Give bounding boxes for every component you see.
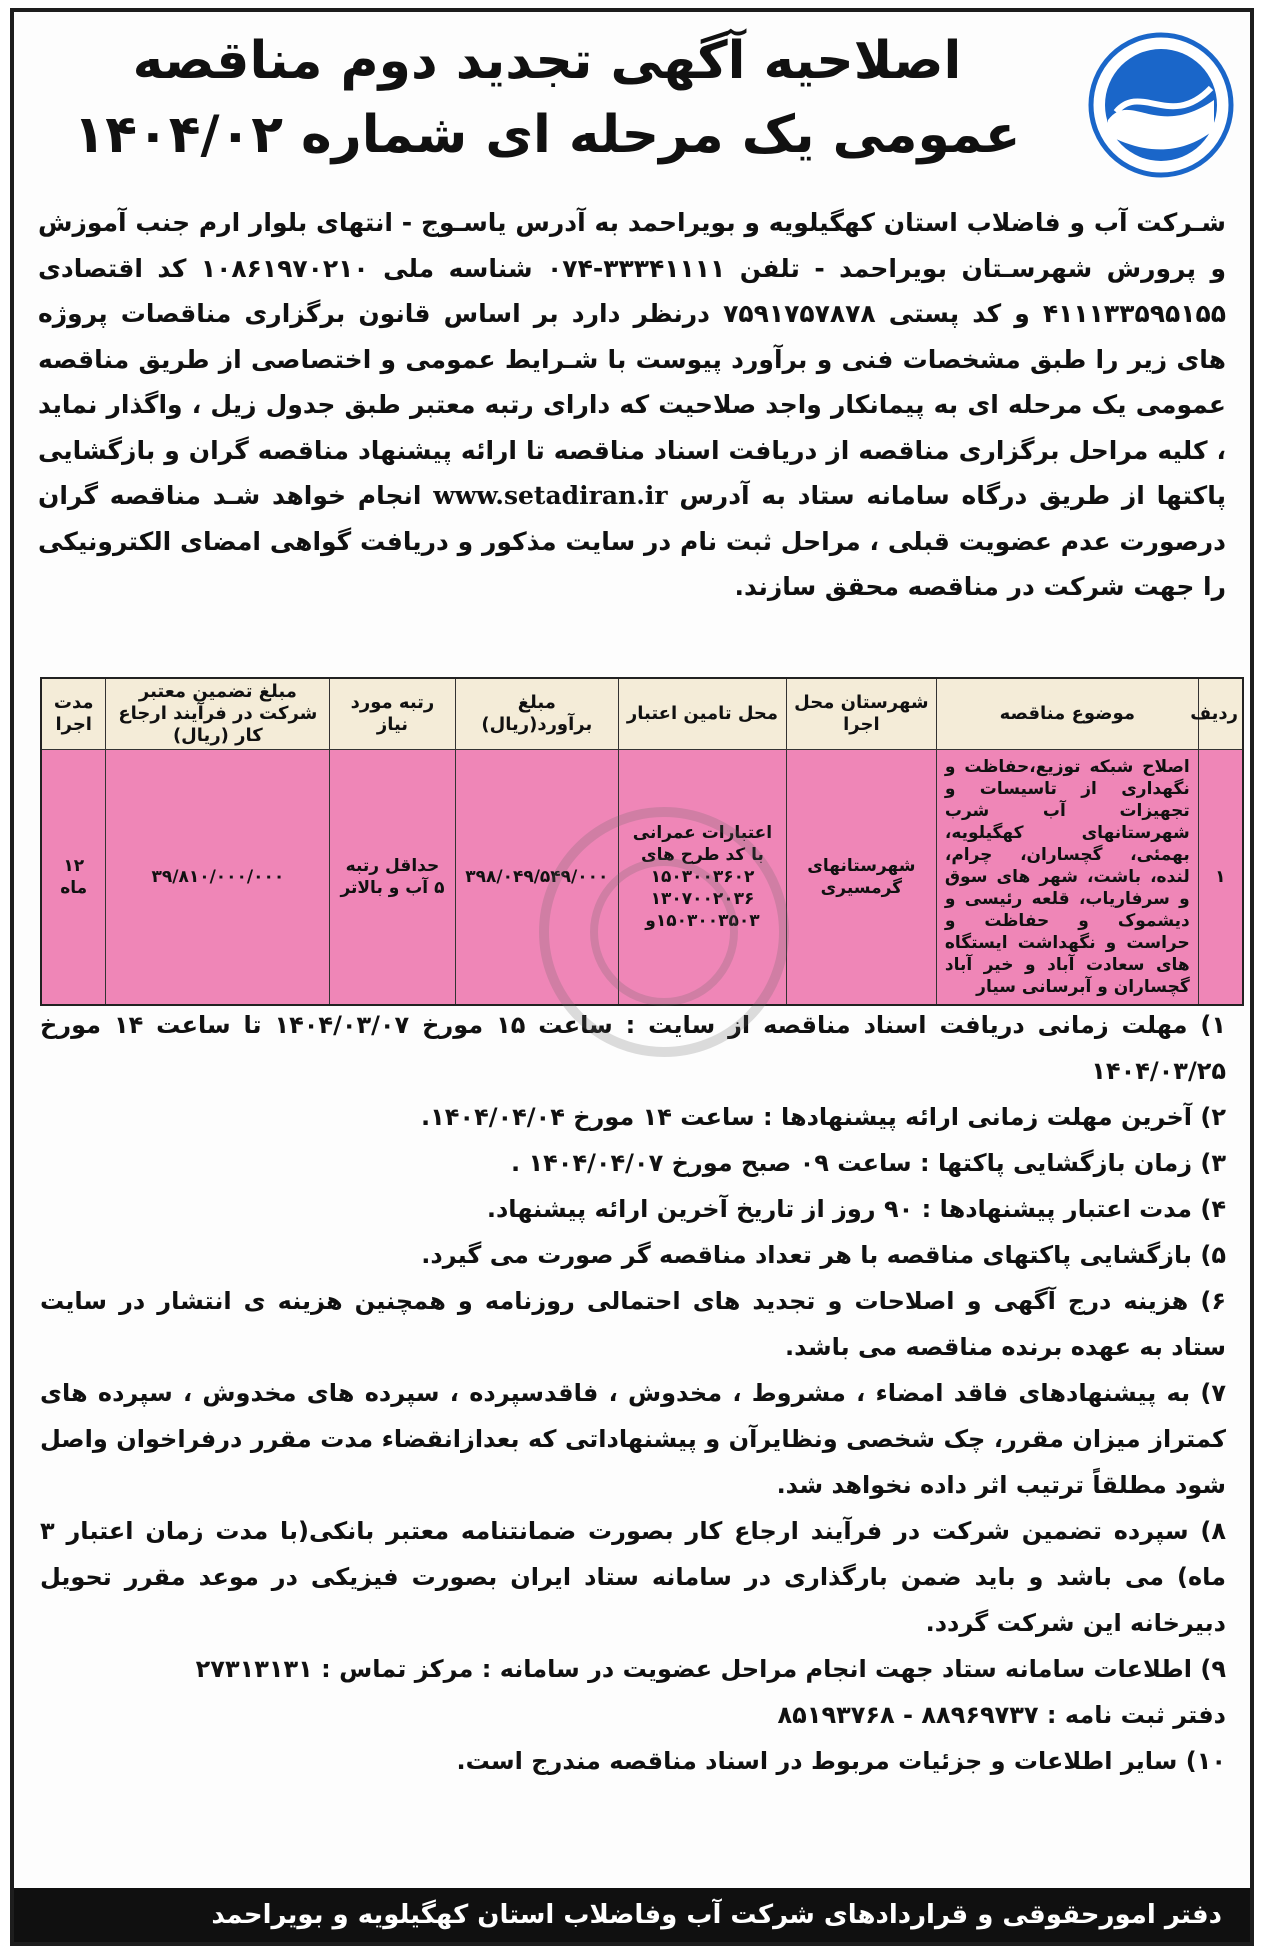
list-item: ۱۰) سایر اطلاعات و جزئیات مربوط در اسناد مناقصه مندرج است.: [456, 1747, 1226, 1775]
water-drop-logo-icon: [1086, 30, 1236, 180]
cell-grade: حداقل رتبه ۵ آب و بالاتر: [330, 750, 455, 1006]
list-item: ۶) هزینه درج آگهی و اصلاحات و تجدید های احتمالی روزنامه و همچنین هزینه ی انتشار در سایت ستاد به عهده برنده مناقصه می باشد.: [40, 1287, 1226, 1361]
list-item: ۴) مدت اعتبار پیشنهادها : ۹۰ روز از تاریخ آخرین ارائه پیشنهاد.: [486, 1195, 1226, 1223]
list-item: ۷) به پیشنهادهای فاقد امضاء ، مشروط ، مخدوش ، فاقدسپرده ، سپرده های مخدوش ، سپرده های کمتراز میزان مقرر، چک شخصی ونظایرآن و پیشنهاداتی که بعدازانقضاء مدت مقرر درفراخوان واصل شود مطلقاً ترتیب اثر داده نخواهد شد.: [40, 1379, 1226, 1499]
header-funding: محل تامین اعتبار: [619, 678, 787, 750]
cell-funding: اعتبارات عمرانی با کد طرح های ۱۵۰۳۰۰۳۶۰۲ ۱۳۰۷۰۰۲۰۳۶ ۱۵۰۳۰۰۳۵۰۳و: [619, 750, 787, 1006]
cell-subject: اصلاح شبکه توزیع،حفاظت و نگهداری از تاسیسات و تجهیزات آب شرب شهرستانهای کهگیلویه، بهمئی، گچساران، چرام، لنده، باشت، شهر های سوق و سرفاریاب، قلعه رئیسی و دیشموک و حفاظت و حراست و نگهداشت ایستگاه های سعادت آباد و خیر آباد گچساران و آبرسانی سیار: [936, 750, 1198, 1006]
cell-duration: ۱۲ ماه: [41, 750, 106, 1006]
list-item: ۳) زمان بازگشایی پاکتها : ساعت ۰۹ صبح مورخ ۱۴۰۴/۰۴/۰۷ .: [511, 1149, 1226, 1177]
list-item: ۹) اطلاعات سامانه ستاد جهت انجام مراحل عضویت در سامانه : مرکز تماس : ۲۷۳۱۳۱۳۱: [195, 1655, 1226, 1683]
notice-frame: [10, 8, 1254, 1946]
header-estimate: مبلغ برآورد(ریال): [455, 678, 618, 750]
intro-text-before-url: شـرکت آب و فاضلاب استان کهگیلویه و بویراحمد به آدرس یاسـوج - انتهای بلوار ارم جنب آموزش و پرورش شهرسـتان بویراحمد - تلفن ۳۳۳۴۱۱۱۱-۰۷۴ شناسه ملی ۱۰۸۶۱۹۷۰۲۱۰ کد اقتصادی ۴۱۱۱۳۳۵۹۵۱۵۵ و کد پستی ۷۵۹۱۷۵۷۸۷۸ درنظر دارد بر اساس قانون برگزاری مناقصات پروژه های زیر را طبق مشخصات فنی و برآورد پیوست با شـرایط عمومی و اختصاصی از طریق مناقصه عمومی یک مرحله ای به پیمانکار واجد صلاحیت که دارای رتبه معتبر طبق جدول زیل ، واگذار نماید ، کلیه مراحل برگزاری مناقصه از دریافت اسناد مناقصه تا ارائه پیشنهاد مناقصه گران و بازگشایی پاکتها از طریق درگاه سامانه ستاد به آدرس: [38, 208, 1227, 510]
setad-url-link[interactable]: www.setadiran.ir: [433, 481, 668, 510]
conditions-list: [40, 1002, 1226, 1784]
notice-title-line2: عمومی یک مرحله ای شماره ۱۴۰۴/۰۲: [73, 105, 1021, 165]
header-duration: مدت اجرا: [41, 678, 106, 750]
cell-estimate: ۳۹۸/۰۴۹/۵۴۹/۰۰۰: [455, 750, 618, 1006]
table-row: [41, 750, 1243, 1006]
cell-guarantee: ۳۹/۸۱۰/۰۰۰/۰۰۰: [106, 750, 330, 1006]
water-company-logo: [1086, 30, 1236, 180]
list-item: ۵) بازگشایی پاکتهای مناقصه با هر تعداد مناقصه گر صورت می گیرد.: [421, 1241, 1226, 1269]
list-item: دفتر ثبت نامه : ۸۸۹۶۹۷۳۷ - ۸۵۱۹۳۷۶۸: [777, 1701, 1226, 1729]
notice-title-line1: اصلاحیه آگهی تجدید دوم مناقصه: [132, 31, 962, 91]
list-item: ۱) مهلت زمانی دریافت اسناد مناقصه از سایت : ساعت ۱۵ مورخ ۱۴۰۴/۰۳/۰۷ تا ساعت ۱۴ مورخ ۱۴۰۴/۰۳/۲۵: [40, 1011, 1227, 1085]
list-item: ۸) سپرده تضمین شرکت در فرآیند ارجاع کار بصورت ضمانتنامه معتبر بانکی(با مدت زمان اعتبار ۳ ماه) می باشد و باید ضمن بارگذاری در سامانه ستاد ایران بصورت فیزیکی در موعد مقرر تحویل دبیرخانه این شرکت گردد.: [40, 1517, 1226, 1637]
notice-header: [28, 22, 1236, 182]
header-city: شهرستان محل اجرا: [786, 678, 936, 750]
table-header-row: [41, 678, 1243, 750]
header-row-number: ردیف: [1198, 678, 1243, 750]
header-guarantee: مبلغ تضمین معتبر شرکت در فرآیند ارجاع کار (ریال): [106, 678, 330, 750]
list-item: ۲) آخرین مهلت زمانی ارائه پیشنهادها : ساعت ۱۴ مورخ ۱۴۰۴/۰۴/۰۴.: [421, 1103, 1226, 1131]
tender-table: [40, 677, 1244, 1006]
header-subject: موضوع مناقصه: [936, 678, 1198, 750]
intro-text-after-url: انجام خواهد شـد مناقصه گران درصورت عدم عضویت قبلی ، مراحل ثبت نام در سایت مذکور و دریافت گواهی امضای الکترونیکی را جهت شرکت در مناقصه محقق سازند.: [38, 481, 1226, 601]
footer-bar: [14, 1888, 1250, 1942]
header-grade: رتبه مورد نیاز: [330, 678, 455, 750]
intro-paragraph: [38, 200, 1226, 610]
cell-row-number: ۱: [1198, 750, 1243, 1006]
cell-city: شهرستانهای گرمسیری: [786, 750, 936, 1006]
footer-text: دفتر امورحقوقی و قراردادهای شرکت آب وفاضلاب استان کهگیلویه و بویراحمد: [211, 1900, 1222, 1930]
